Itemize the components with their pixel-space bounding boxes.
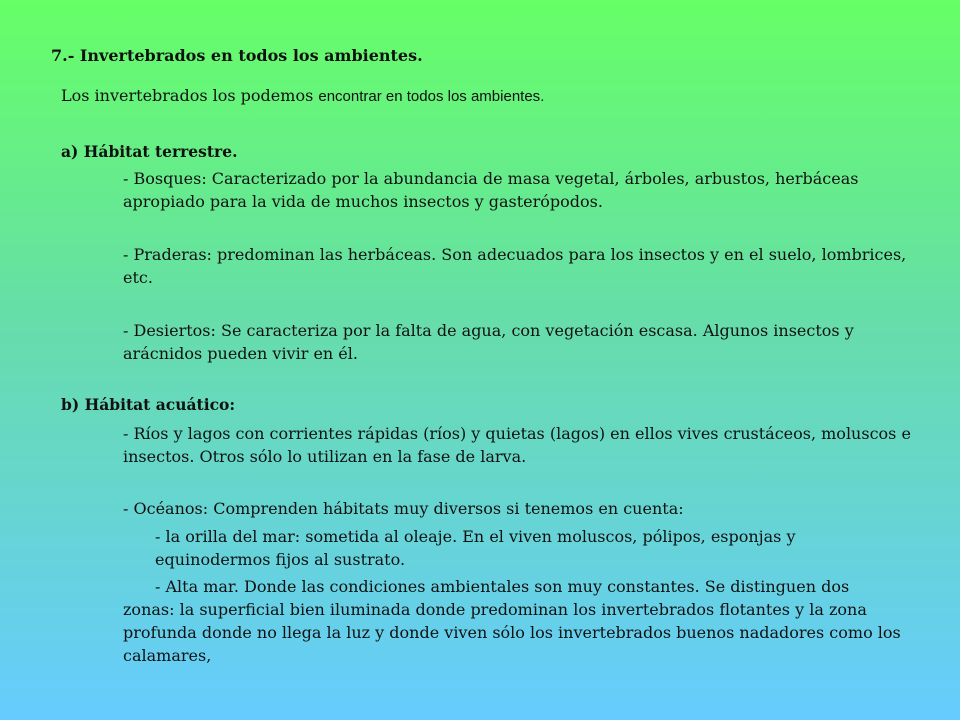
heading-habitat-terrestre: a) Hábitat terrestre. xyxy=(61,142,238,161)
paragraph-bosques: - Bosques: Caracterizado por la abundancia de masa vegetal, árboles, arbustos, herbáceas apropiado para la vida de muchos insectos y gasterópodos. xyxy=(123,169,859,211)
paragraph-oceanos: - Océanos: Comprenden hábitats muy diversos si tenemos en cuenta: xyxy=(123,499,684,518)
intro-part-2: encontrar en todos los ambientes xyxy=(318,88,541,105)
paragraph-orilla-del-mar: - la orilla del mar: sometida al oleaje. En el viven moluscos, pólipos, esponjas y equinodermos fijos al sustrato. xyxy=(155,527,796,569)
intro-part-1: Los invertebrados los podemos xyxy=(61,86,319,105)
paragraph-praderas: - Praderas: predominan las herbáceas. Son adecuados para los insectos y en el suelo, lombrices, etc. xyxy=(123,245,907,287)
paragraph-alta-mar: - Alta mar. Donde las condiciones ambientales son muy constantes. Se distinguen dos zonas: la superficial bien iluminada donde predominan los invertebrados flotantes y la zona profunda donde no llega la luz y donde viven sólo los invertebrados buenos nadadores como los calamares, xyxy=(123,577,901,665)
paragraph-desiertos: - Desiertos: Se caracteriza por la falta de agua, con vegetación escasa. Algunos insectos y arácnidos pueden vivir en él. xyxy=(123,321,854,363)
slide-title: 7.- Invertebrados en todos los ambientes. xyxy=(51,46,423,65)
paragraph-rios-lagos: - Ríos y lagos con corrientes rápidas (ríos) y quietas (lagos) en ellos vives crustáceos, moluscos e insectos. Otros sólo lo utilizan en la fase de larva. xyxy=(123,424,911,466)
intro-part-3: . xyxy=(540,88,545,105)
intro-text xyxy=(61,86,544,105)
heading-habitat-acuatico: b) Hábitat acuático: xyxy=(61,395,236,414)
